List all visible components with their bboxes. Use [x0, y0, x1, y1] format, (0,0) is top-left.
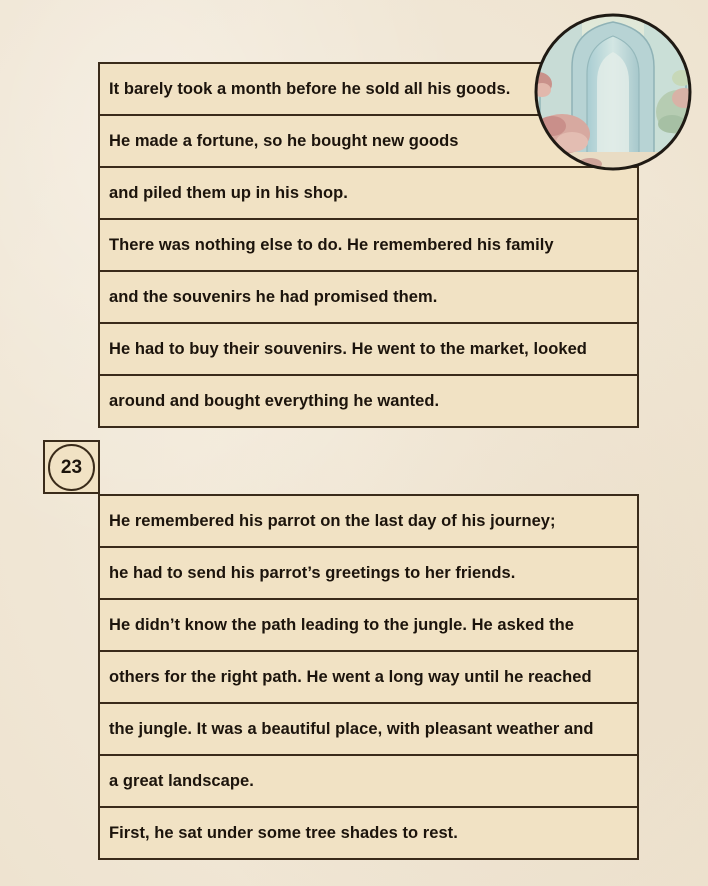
text-line: First, he sat under some tree shades to rest. — [98, 806, 639, 860]
text-line: He didn’t know the path leading to the jungle. He asked the — [98, 598, 639, 652]
text-block-bottom — [98, 494, 639, 860]
page-number-box — [43, 440, 100, 494]
text-line: he had to send his parrot’s greetings to her friends. — [98, 546, 639, 600]
text-line: a great landscape. — [98, 754, 639, 808]
text-line: He had to buy their souvenirs. He went to the market, looked — [98, 322, 639, 376]
arched-window-illustration-icon — [532, 12, 694, 172]
page-number: 23 — [48, 444, 95, 491]
text-line: He remembered his parrot on the last day of his journey; — [98, 494, 639, 548]
text-line: and piled them up in his shop. — [98, 166, 639, 220]
text-line: others for the right path. He went a long way until he reached — [98, 650, 639, 704]
text-line: the jungle. It was a beautiful place, with pleasant weather and — [98, 702, 639, 756]
text-line: There was nothing else to do. He remembered his family — [98, 218, 639, 272]
text-line: He made a fortune, so he bought new goods — [98, 114, 639, 168]
text-line: around and bought everything he wanted. — [98, 374, 639, 428]
text-line: It barely took a month before he sold all his goods. — [98, 62, 639, 116]
text-line: and the souvenirs he had promised them. — [98, 270, 639, 324]
